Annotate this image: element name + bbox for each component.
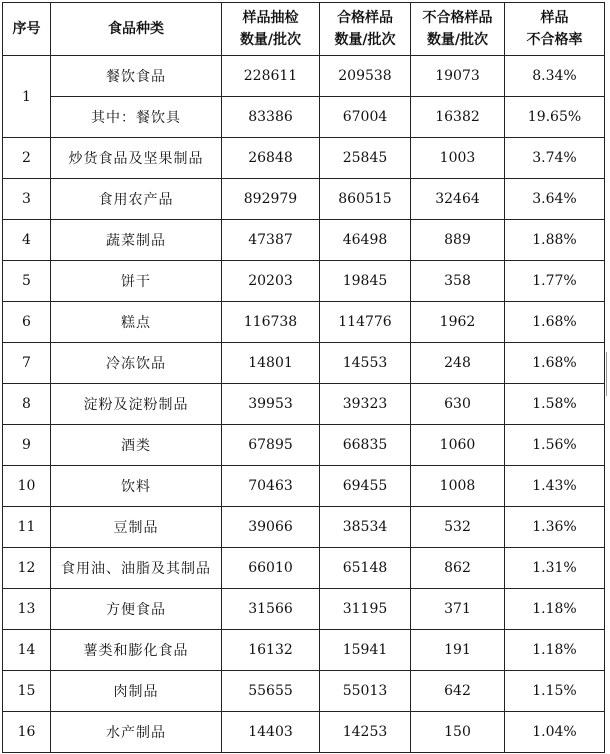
cell-category: 饮料 <box>51 466 222 507</box>
cell-passed: 114776 <box>320 302 411 343</box>
cell-no: 6 <box>3 302 51 343</box>
cell-sampled: 66010 <box>222 548 320 589</box>
header-failed-line2: 数量/批次 <box>426 32 489 48</box>
cell-rate: 1.04% <box>505 712 605 753</box>
cell-sampled: 67895 <box>222 425 320 466</box>
cell-category: 糕点 <box>51 302 222 343</box>
header-sampled-line1: 样品抽检 <box>242 10 299 26</box>
cell-sampled: 892979 <box>222 179 320 220</box>
header-rate-line1: 样品 <box>540 10 569 26</box>
header-passed <box>320 3 411 56</box>
cell-sampled: 31566 <box>222 589 320 630</box>
table-row <box>3 220 605 261</box>
cell-rate: 1.58% <box>505 384 605 425</box>
table-row <box>3 548 605 589</box>
cell-failed: 1008 <box>411 466 505 507</box>
cell-rate: 1.36% <box>505 507 605 548</box>
cell-no: 3 <box>3 179 51 220</box>
table-row <box>3 507 605 548</box>
cell-category: 豆制品 <box>51 507 222 548</box>
table-row <box>3 179 605 220</box>
cell-sampled: 14801 <box>222 343 320 384</box>
table-row <box>3 302 605 343</box>
edge-divider <box>606 352 610 396</box>
cell-rate: 3.74% <box>505 138 605 179</box>
cell-failed: 19073 <box>411 56 505 97</box>
cell-category: 其中：餐饮具 <box>51 97 222 138</box>
cell-no: 11 <box>3 507 51 548</box>
header-failed-line1: 不合格样品 <box>422 10 493 26</box>
cell-category: 淀粉及淀粉制品 <box>51 384 222 425</box>
cell-passed: 860515 <box>320 179 411 220</box>
cell-passed: 14553 <box>320 343 411 384</box>
cell-sampled: 47387 <box>222 220 320 261</box>
cell-category: 酒类 <box>51 425 222 466</box>
cell-sampled: 55655 <box>222 671 320 712</box>
cell-category: 方便食品 <box>51 589 222 630</box>
cell-no: 1 <box>3 56 51 138</box>
cell-passed: 14253 <box>320 712 411 753</box>
table-row <box>3 466 605 507</box>
table-row <box>3 138 605 179</box>
cell-rate: 1.77% <box>505 261 605 302</box>
header-sampled <box>222 3 320 56</box>
cell-sampled: 70463 <box>222 466 320 507</box>
cell-failed: 191 <box>411 630 505 671</box>
cell-no: 5 <box>3 261 51 302</box>
cell-passed: 31195 <box>320 589 411 630</box>
table-row <box>3 589 605 630</box>
cell-failed: 358 <box>411 261 505 302</box>
cell-rate: 1.43% <box>505 466 605 507</box>
table-body <box>3 56 605 753</box>
cell-failed: 532 <box>411 507 505 548</box>
cell-rate: 1.56% <box>505 425 605 466</box>
cell-sampled: 16132 <box>222 630 320 671</box>
cell-passed: 66835 <box>320 425 411 466</box>
cell-sampled: 39953 <box>222 384 320 425</box>
cell-failed: 32464 <box>411 179 505 220</box>
cell-no: 15 <box>3 671 51 712</box>
cell-no: 4 <box>3 220 51 261</box>
cell-passed: 55013 <box>320 671 411 712</box>
cell-failed: 248 <box>411 343 505 384</box>
table-row <box>3 261 605 302</box>
table-row <box>3 97 605 138</box>
cell-no: 8 <box>3 384 51 425</box>
cell-failed: 1060 <box>411 425 505 466</box>
cell-passed: 46498 <box>320 220 411 261</box>
cell-failed: 1962 <box>411 302 505 343</box>
cell-no: 10 <box>3 466 51 507</box>
cell-rate: 3.64% <box>505 179 605 220</box>
cell-no: 9 <box>3 425 51 466</box>
cell-rate: 1.18% <box>505 630 605 671</box>
cell-category: 饼干 <box>51 261 222 302</box>
header-failed <box>411 3 505 56</box>
header-rate <box>505 3 605 56</box>
cell-passed: 65148 <box>320 548 411 589</box>
table-row <box>3 56 605 97</box>
table-header <box>3 3 605 56</box>
table-row <box>3 384 605 425</box>
cell-passed: 69455 <box>320 466 411 507</box>
cell-sampled: 228611 <box>222 56 320 97</box>
cell-rate: 1.18% <box>505 589 605 630</box>
cell-sampled: 116738 <box>222 302 320 343</box>
cell-sampled: 20203 <box>222 261 320 302</box>
cell-passed: 67004 <box>320 97 411 138</box>
cell-passed: 15941 <box>320 630 411 671</box>
cell-category: 冷冻饮品 <box>51 343 222 384</box>
header-category: 食品种类 <box>51 3 222 56</box>
cell-failed: 150 <box>411 712 505 753</box>
cell-category: 肉制品 <box>51 671 222 712</box>
cell-failed: 1003 <box>411 138 505 179</box>
cell-failed: 642 <box>411 671 505 712</box>
cell-rate: 1.68% <box>505 343 605 384</box>
cell-category: 餐饮食品 <box>51 56 222 97</box>
cell-rate: 1.15% <box>505 671 605 712</box>
cell-category: 炒货食品及坚果制品 <box>51 138 222 179</box>
cell-category: 食用油、油脂及其制品 <box>51 548 222 589</box>
cell-passed: 209538 <box>320 56 411 97</box>
inspection-results-table <box>2 2 605 753</box>
cell-category: 水产制品 <box>51 712 222 753</box>
cell-passed: 25845 <box>320 138 411 179</box>
table-row <box>3 712 605 753</box>
cell-rate: 8.34% <box>505 56 605 97</box>
cell-failed: 630 <box>411 384 505 425</box>
cell-no: 7 <box>3 343 51 384</box>
header-row <box>3 3 605 56</box>
table-row <box>3 425 605 466</box>
cell-passed: 38534 <box>320 507 411 548</box>
cell-passed: 19845 <box>320 261 411 302</box>
cell-category: 食用农产品 <box>51 179 222 220</box>
cell-sampled: 14403 <box>222 712 320 753</box>
cell-no: 2 <box>3 138 51 179</box>
table-row <box>3 343 605 384</box>
cell-no: 13 <box>3 589 51 630</box>
cell-failed: 371 <box>411 589 505 630</box>
cell-sampled: 39066 <box>222 507 320 548</box>
cell-no: 12 <box>3 548 51 589</box>
cell-sampled: 26848 <box>222 138 320 179</box>
cell-category: 薯类和膨化食品 <box>51 630 222 671</box>
header-sampled-line2: 数量/批次 <box>239 32 302 48</box>
header-no: 序号 <box>3 3 51 56</box>
cell-rate: 1.68% <box>505 302 605 343</box>
cell-rate: 1.31% <box>505 548 605 589</box>
cell-rate: 1.88% <box>505 220 605 261</box>
cell-category: 蔬菜制品 <box>51 220 222 261</box>
cell-sampled: 83386 <box>222 97 320 138</box>
cell-no: 14 <box>3 630 51 671</box>
header-passed-line2: 数量/批次 <box>334 32 396 48</box>
cell-rate: 19.65% <box>505 97 605 138</box>
header-passed-line1: 合格样品 <box>337 10 393 26</box>
table-row <box>3 671 605 712</box>
cell-failed: 16382 <box>411 97 505 138</box>
cell-passed: 39323 <box>320 384 411 425</box>
cell-failed: 862 <box>411 548 505 589</box>
cell-no: 16 <box>3 712 51 753</box>
header-rate-line2: 不合格率 <box>526 32 583 48</box>
cell-failed: 889 <box>411 220 505 261</box>
table-row <box>3 630 605 671</box>
